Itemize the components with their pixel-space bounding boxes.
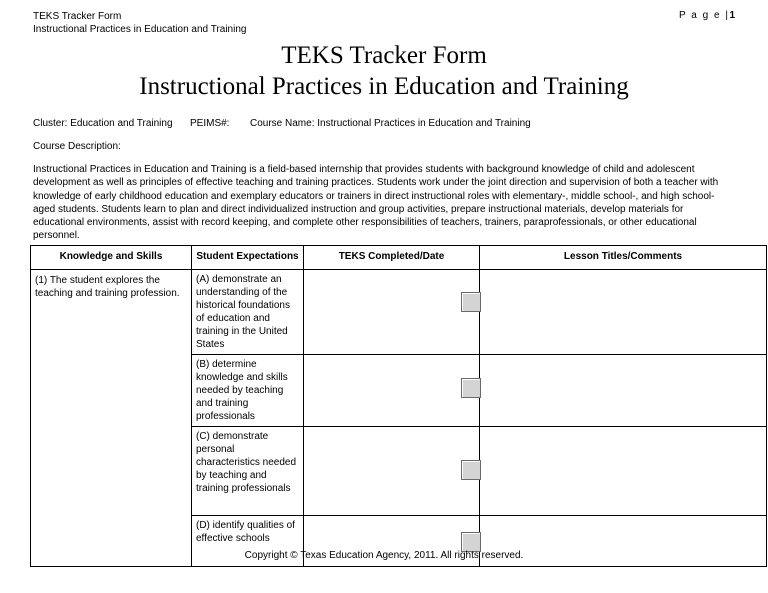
running-header-subtitle: Instructional Practices in Education and Training bbox=[33, 24, 247, 35]
page-subtitle: Instructional Practices in Education and Training bbox=[139, 73, 629, 100]
page-label: P a g e bbox=[679, 10, 722, 21]
running-header-title: TEKS Tracker Form bbox=[33, 11, 122, 22]
completed-checkbox[interactable] bbox=[461, 378, 481, 398]
column-header-completed: TEKS Completed/Date bbox=[304, 246, 480, 270]
column-header-comments: Lesson Titles/Comments bbox=[480, 246, 767, 270]
course-description-text: Instructional Practices in Education and Training is a field-based internship that provides students with background knowledge of child and adolescent development as well as principles of effective teaching and training practices. Students work under the joint direction and supervision of both a teacher with knowledge of early childhood education and exemplary educators or trainers in direct instructional roles with elementary-, middle school-, and high school-aged students. Students learn to plan and direct individualized instruction and group activities, prepare instructional materials, develop materials for educational environments, assist with record keeping, and complete other responsibilities of teachers, trainers, paraprofessionals, or other educational personnel. bbox=[33, 164, 719, 242]
course-description-label: Course Description: bbox=[33, 141, 121, 152]
expectation-cell: (B) determine knowledge and skills needed by teaching and training professionals bbox=[192, 355, 304, 427]
peims-label: PEIMS#: bbox=[190, 118, 230, 129]
completed-checkbox[interactable] bbox=[461, 532, 481, 552]
completed-cell bbox=[304, 270, 480, 355]
comments-cell[interactable] bbox=[480, 270, 767, 355]
completed-cell bbox=[304, 427, 480, 516]
column-header-expectations: Student Expectations bbox=[192, 246, 304, 270]
completed-checkbox[interactable] bbox=[461, 292, 481, 312]
comments-cell[interactable] bbox=[480, 427, 767, 516]
knowledge-skill-cell: (1) The student explores the teaching and training profession. bbox=[31, 270, 192, 567]
completed-checkbox[interactable] bbox=[461, 460, 481, 480]
page-number-label bbox=[679, 10, 735, 21]
page-title: TEKS Tracker Form bbox=[281, 42, 487, 69]
comments-cell[interactable] bbox=[480, 355, 767, 427]
expectation-cell: (A) demonstrate an understanding of the historical foundations of education and training in the United States bbox=[192, 270, 304, 355]
cluster-label: Cluster: Education and Training bbox=[33, 118, 173, 129]
copyright-notice: Copyright © Texas Education Agency, 2011. All rights reserved. bbox=[244, 550, 524, 561]
column-header-knowledge: Knowledge and Skills bbox=[31, 246, 192, 270]
teks-tracker-table bbox=[30, 245, 767, 567]
completed-cell bbox=[304, 355, 480, 427]
running-header bbox=[33, 10, 246, 36]
expectation-cell: (C) demonstrate personal characteristics needed by teaching and training professionals bbox=[192, 427, 304, 516]
page-separator: | bbox=[725, 10, 730, 21]
course-name-label: Course Name: Instructional Practices in Education and Training bbox=[250, 118, 531, 129]
table-header-row bbox=[31, 246, 767, 270]
expectation-cell: (D) identify qualities of effective schools bbox=[192, 516, 304, 567]
table-row bbox=[31, 270, 767, 355]
page-number: 1 bbox=[729, 10, 735, 21]
